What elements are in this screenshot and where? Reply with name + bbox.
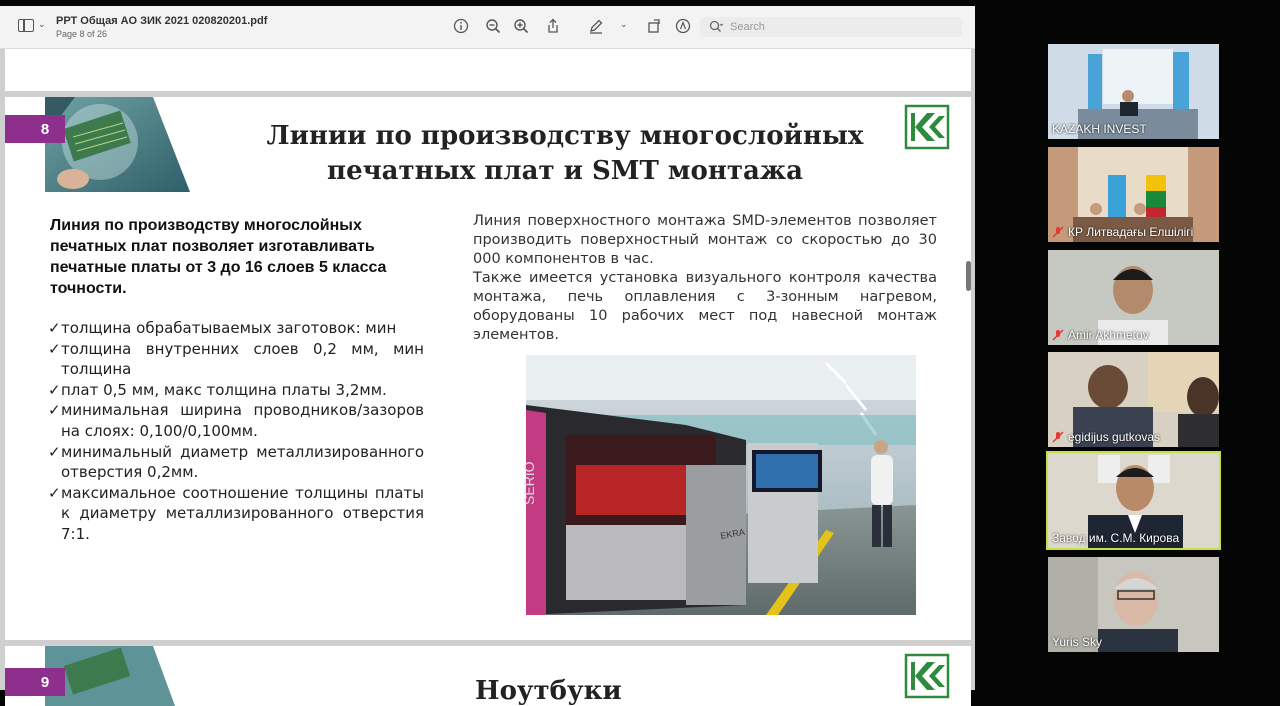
spec-bullet-text: минимальная ширина проводников/зазоров на слоях: 0,100/0,100мм.: [61, 401, 424, 440]
participant-name: Yuris Sky: [1052, 635, 1103, 649]
slide-number: 8: [40, 121, 50, 138]
participant-name: Amir Akhmetov: [1068, 328, 1149, 342]
participant-name: Завод им. С.М. Кирова: [1052, 531, 1180, 545]
smd-paragraph-2: Также имеется установка визуального контроля качества монтажа, печь оплавления с 3-зонным нагревом, оборудованы 10 рабочих мест под навесной монтаж элементов.: [473, 270, 937, 343]
check-mark-icon: ✓: [48, 319, 61, 337]
smd-paragraph-1: Линия поверхностного монтажа SMD-элементов позволяет производить поверхностный монтаж со скоростью до 30 000 компонентов в час.: [473, 213, 937, 267]
spec-bullet-text: толщина обрабатываемых заготовок: мин: [61, 319, 397, 337]
markup-pen-icon[interactable]: [588, 18, 604, 34]
participant-tile-amir-akhmetov[interactable]: [1048, 250, 1219, 345]
annotate-icon[interactable]: [675, 18, 691, 34]
spec-bullet-text: максимальное соотношение толщины платы к диаметру металлизированного отверстия 7:1.: [61, 483, 424, 543]
next-slide-title: Ноутбуки: [475, 676, 622, 706]
check-mark-icon: ✓: [48, 442, 61, 461]
participant-tile-embassy[interactable]: [1048, 147, 1219, 242]
smd-line-description: [473, 212, 937, 345]
spec-bullet-text: плат 0,5 мм, макс толщина платы 3,2мм.: [61, 380, 387, 399]
search-icon: [708, 19, 724, 35]
spec-bullet-item: [50, 380, 424, 401]
page-indicator: Page 8 of 26: [56, 29, 108, 39]
mic-muted-icon: [1052, 329, 1064, 341]
participant-tile-egidijus-gutkovas[interactable]: [1048, 352, 1219, 447]
company-logo: [905, 105, 949, 149]
previous-page-bottom: [5, 49, 971, 91]
document-title: РРТ Общая АО ЗИК 2021 020820201.pdf: [56, 15, 268, 27]
search-placeholder: Search: [730, 21, 765, 33]
slide-title-line-2: печатных плат и SMT монтажа: [327, 156, 803, 186]
slide-number: 9: [40, 674, 50, 691]
vertical-scrollbar[interactable]: [966, 261, 971, 291]
participant-name: KAZAKH INVEST: [1052, 122, 1147, 136]
machine-label-serio: SERIO: [521, 461, 537, 505]
next-slide-page: [5, 646, 971, 706]
factory-smt-line-photo: [521, 355, 916, 615]
chevron-down-icon[interactable]: ⌄: [620, 20, 628, 30]
spec-bullet-item: [50, 339, 424, 380]
pdf-toolbar: [0, 6, 975, 49]
search-field[interactable]: [700, 17, 962, 37]
spec-bullet-list: [50, 318, 424, 545]
summary-text: Линия по производству многослойных печатных плат позволяет изготавливать печатные платы от 3 до 16 слоев 5 класса точности.: [50, 217, 387, 297]
circuit-board-image: [45, 97, 190, 192]
participant-tile-zavod-kirova[interactable]: [1048, 453, 1219, 548]
spec-bullet-item: [50, 318, 424, 339]
slide-page: [5, 97, 971, 640]
participant-name: КР Литвадағы Елшілігі: [1068, 225, 1194, 239]
info-icon[interactable]: [453, 18, 469, 34]
slide-title-line-1: Линии по производству многослойных: [266, 121, 864, 151]
share-icon[interactable]: [545, 18, 561, 34]
production-line-summary: [50, 215, 430, 299]
zoom-in-icon[interactable]: [513, 18, 529, 34]
chevron-down-icon[interactable]: ⌄: [38, 20, 46, 30]
rotate-icon[interactable]: [646, 18, 662, 34]
spec-bullet-item: [50, 442, 424, 483]
check-mark-icon: ✓: [48, 380, 61, 399]
document-scroll-area[interactable]: [0, 49, 975, 706]
pdf-viewer-window: [0, 6, 975, 706]
slide-title: [205, 119, 925, 189]
spec-bullet-text: минимальный диаметр металлизированного отверстия 0,2мм.: [61, 442, 424, 482]
check-mark-icon: ✓: [48, 401, 61, 420]
check-mark-icon: ✓: [48, 483, 61, 502]
participant-tile-kazakh-invest[interactable]: [1048, 44, 1219, 139]
company-logo: [905, 654, 949, 698]
mic-muted-icon: [1052, 431, 1064, 443]
check-mark-icon: ✓: [48, 339, 61, 358]
participant-tile-yuris-sky[interactable]: [1048, 557, 1219, 652]
spec-bullet-text: толщина внутренних слоев 0,2 мм, мин толщина: [61, 339, 424, 379]
spec-bullet-item: [50, 483, 424, 545]
spec-bullet-item: [50, 400, 424, 441]
mic-muted-icon: [1052, 226, 1064, 238]
machine-label-ekra: EKRA: [719, 526, 746, 541]
zoom-out-icon[interactable]: [485, 18, 501, 34]
sidebar-icon[interactable]: [18, 19, 34, 32]
participant-name: egidijus gutkovas: [1068, 430, 1161, 444]
